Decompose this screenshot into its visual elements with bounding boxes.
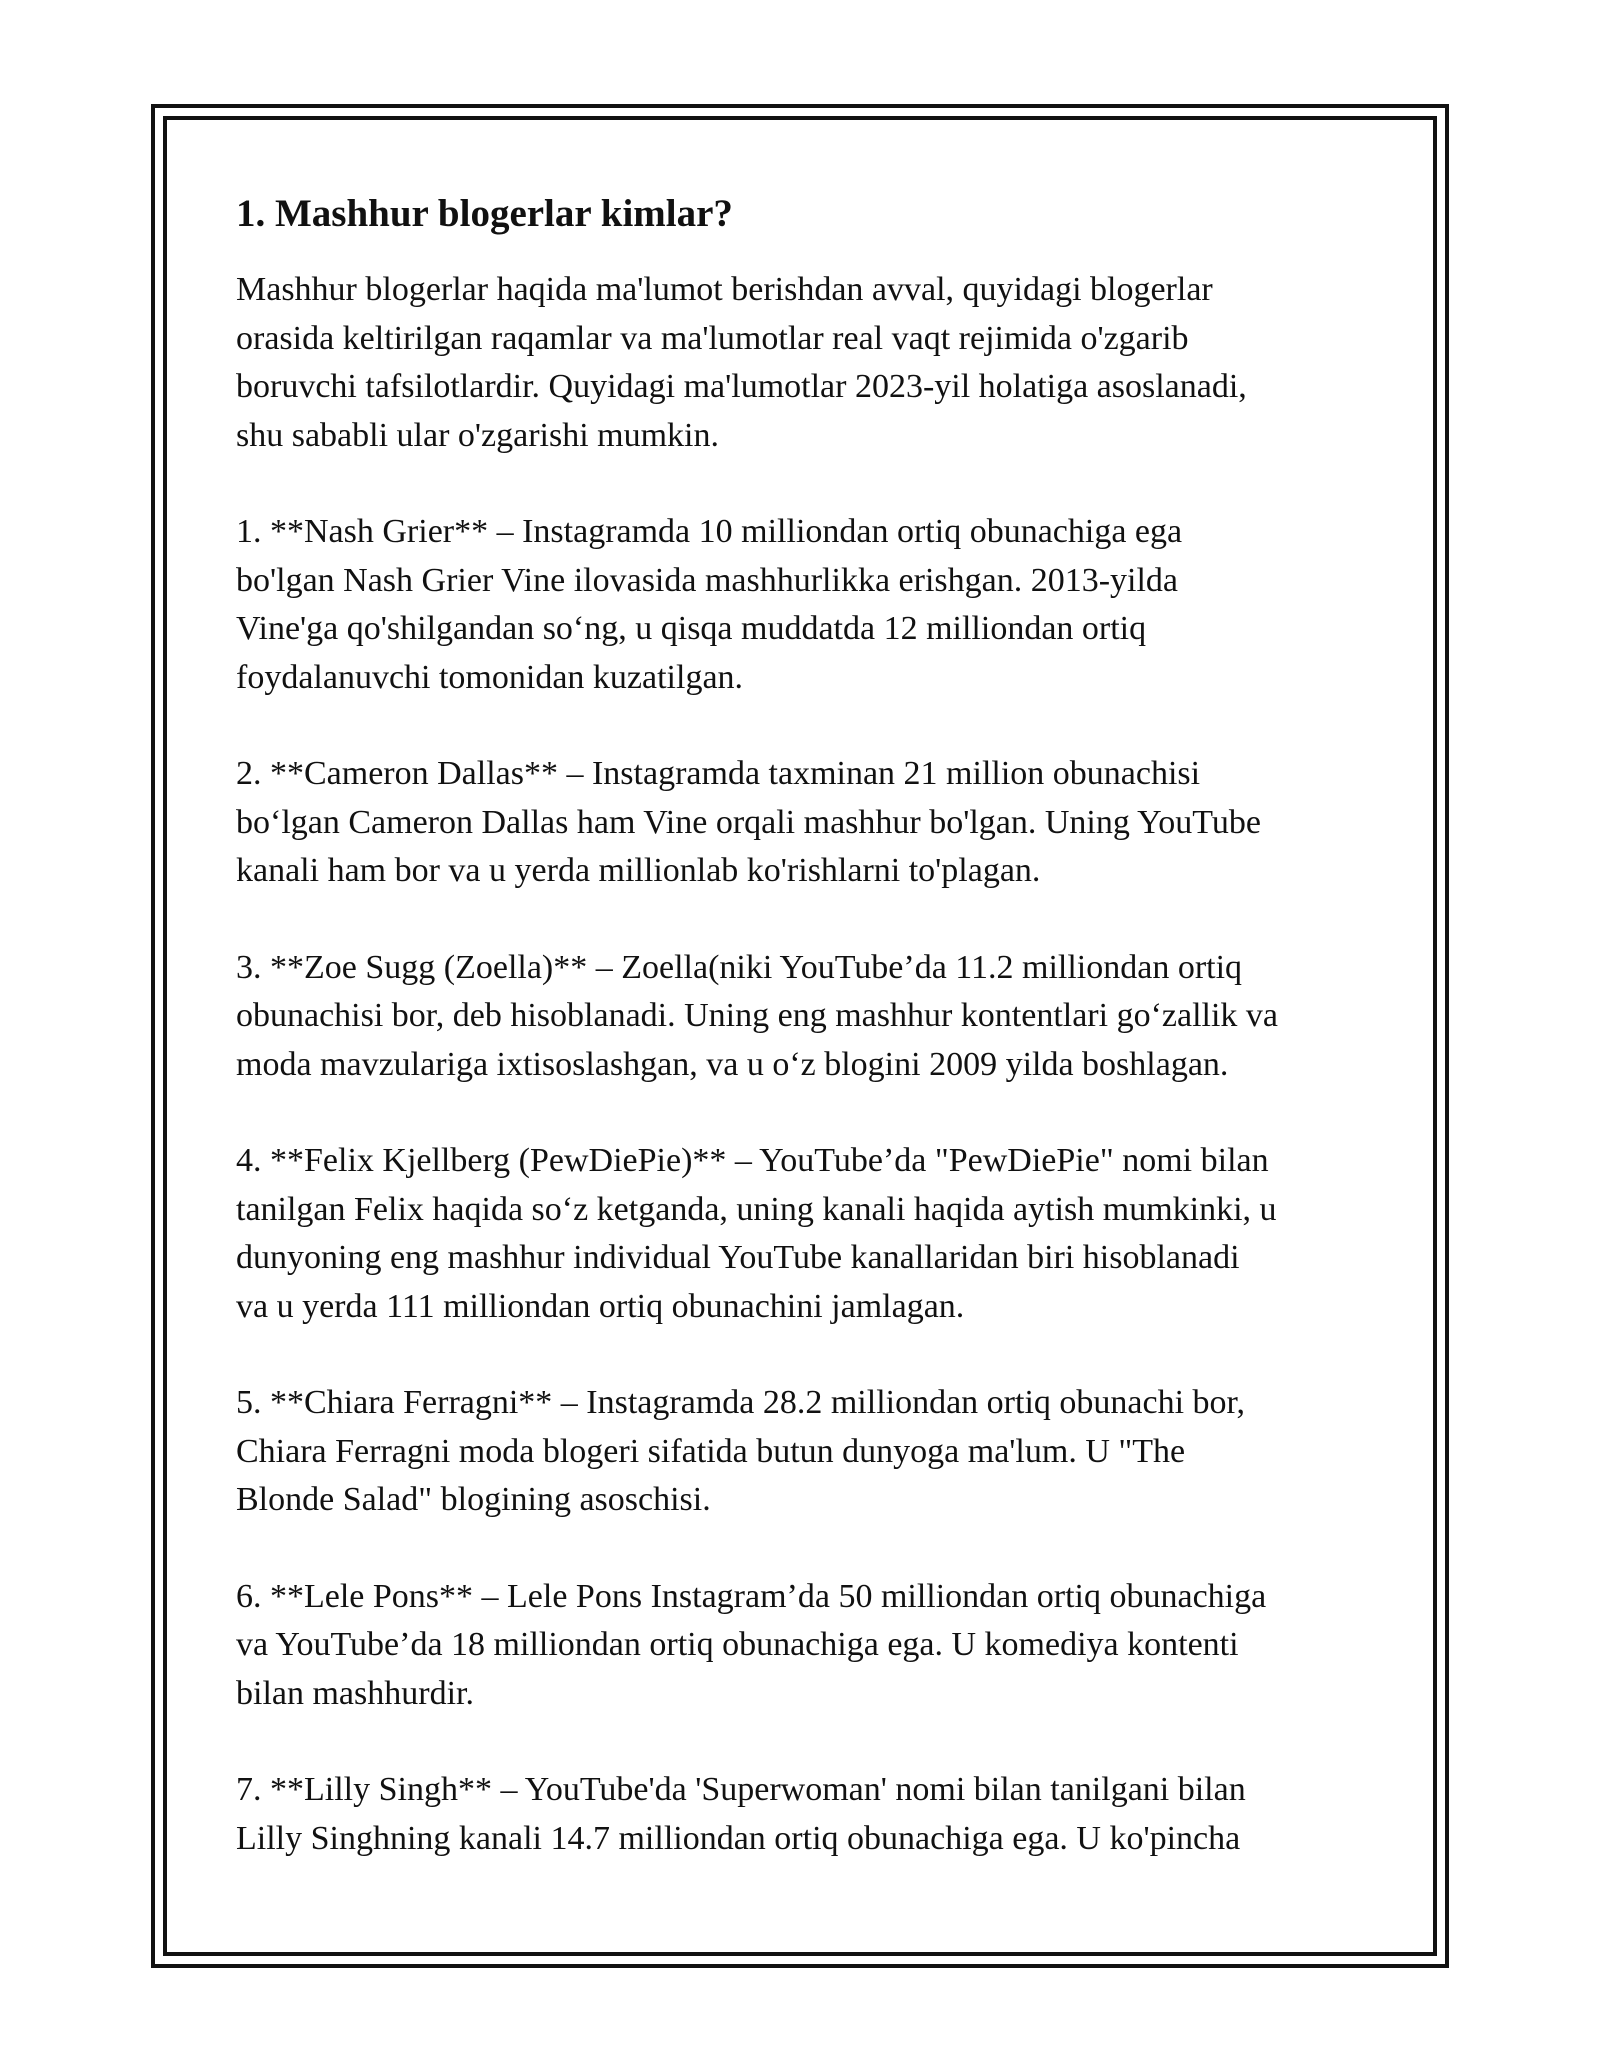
blogger-item-chiara-ferragni: 5. **Chiara Ferragni** – Instagramda 28.2 milliondan ortiq obunachi bor, Chiara Ferragni moda blogeri sifatida butun dunyoga ma'lum. U "The Blonde Salad" blogining asoschisi. [236, 1384, 1245, 1518]
blogger-item-cameron-dallas: 2. **Cameron Dallas** – Instagramda taxminan 21 million obunachisi bo‘lgan Cameron Dallas ham Vine orqali mashhur bo'lgan. Uning YouTube kanali ham bor va u yerda millionlab ko'rishlarni to'plagan. [236, 755, 1261, 889]
blogger-item-lilly-singh: 7. **Lilly Singh** – YouTube'da 'Superwoman' nomi bilan tanilgani bilan Lilly Singhning kanali 14.7 milliondan ortiq obunachiga ega. U ko'pincha [236, 1771, 1246, 1857]
section-heading: 1. Mashhur blogerlar kimlar? [236, 192, 733, 235]
document-content [236, 188, 1386, 1911]
blogger-item-lele-pons: 6. **Lele Pons** – Lele Pons Instagram’da 50 milliondan ortiq obunachiga va YouTube’da 18 milliondan ortiq obunachiga ega. U komediya kontenti bilan mashhurdir. [236, 1577, 1267, 1712]
intro-paragraph: Mashhur blogerlar haqida ma'lumot berishdan avval, quyidagi blogerlar orasida keltirilgan raqamlar va ma'lumotlar real vaqt rejimida o'zgarib boruvchi tafsilotlardir. Quyidagi ma'lumotlar 2023-yil holatiga asoslanadi, shu sababli ular o'zgarishi mumkin. [236, 271, 1247, 454]
blogger-item-pewdiepie: 4. **Felix Kjellberg (PewDiePie)** – YouTube’da "PewDiePie" nomi bilan tanilgan Felix haqida so‘z ketganda, uning kanali haqida aytish mumkinki, u dunyoning eng mashhur individual YouTube kanallaridan biri hisoblanadi va u yerda 111 milliondan ortiq obunachini jamlagan. [236, 1142, 1277, 1325]
blogger-item-zoe-sugg: 3. **Zoe Sugg (Zoella)** – Zoella(niki YouTube’da 11.2 milliondan ortiq obunachisi bor, deb hisoblanadi. Uning eng mashhur kontentlari go‘zallik va moda mavzulariga ixtisoslashgan, va u o‘z blogini 2009 yilda boshlagan. [236, 948, 1279, 1083]
blogger-item-nash-grier: 1. **Nash Grier** – Instagramda 10 milliondan ortiq obunachiga ega bo'lgan Nash Grier Vine ilovasida mashhurlikka erishgan. 2013-yilda Vine'ga qo'shilgandan so‘ng, u qisqa muddatda 12 milliondan ortiq foydalanuvchi tomonidan kuzatilgan. [236, 513, 1183, 696]
